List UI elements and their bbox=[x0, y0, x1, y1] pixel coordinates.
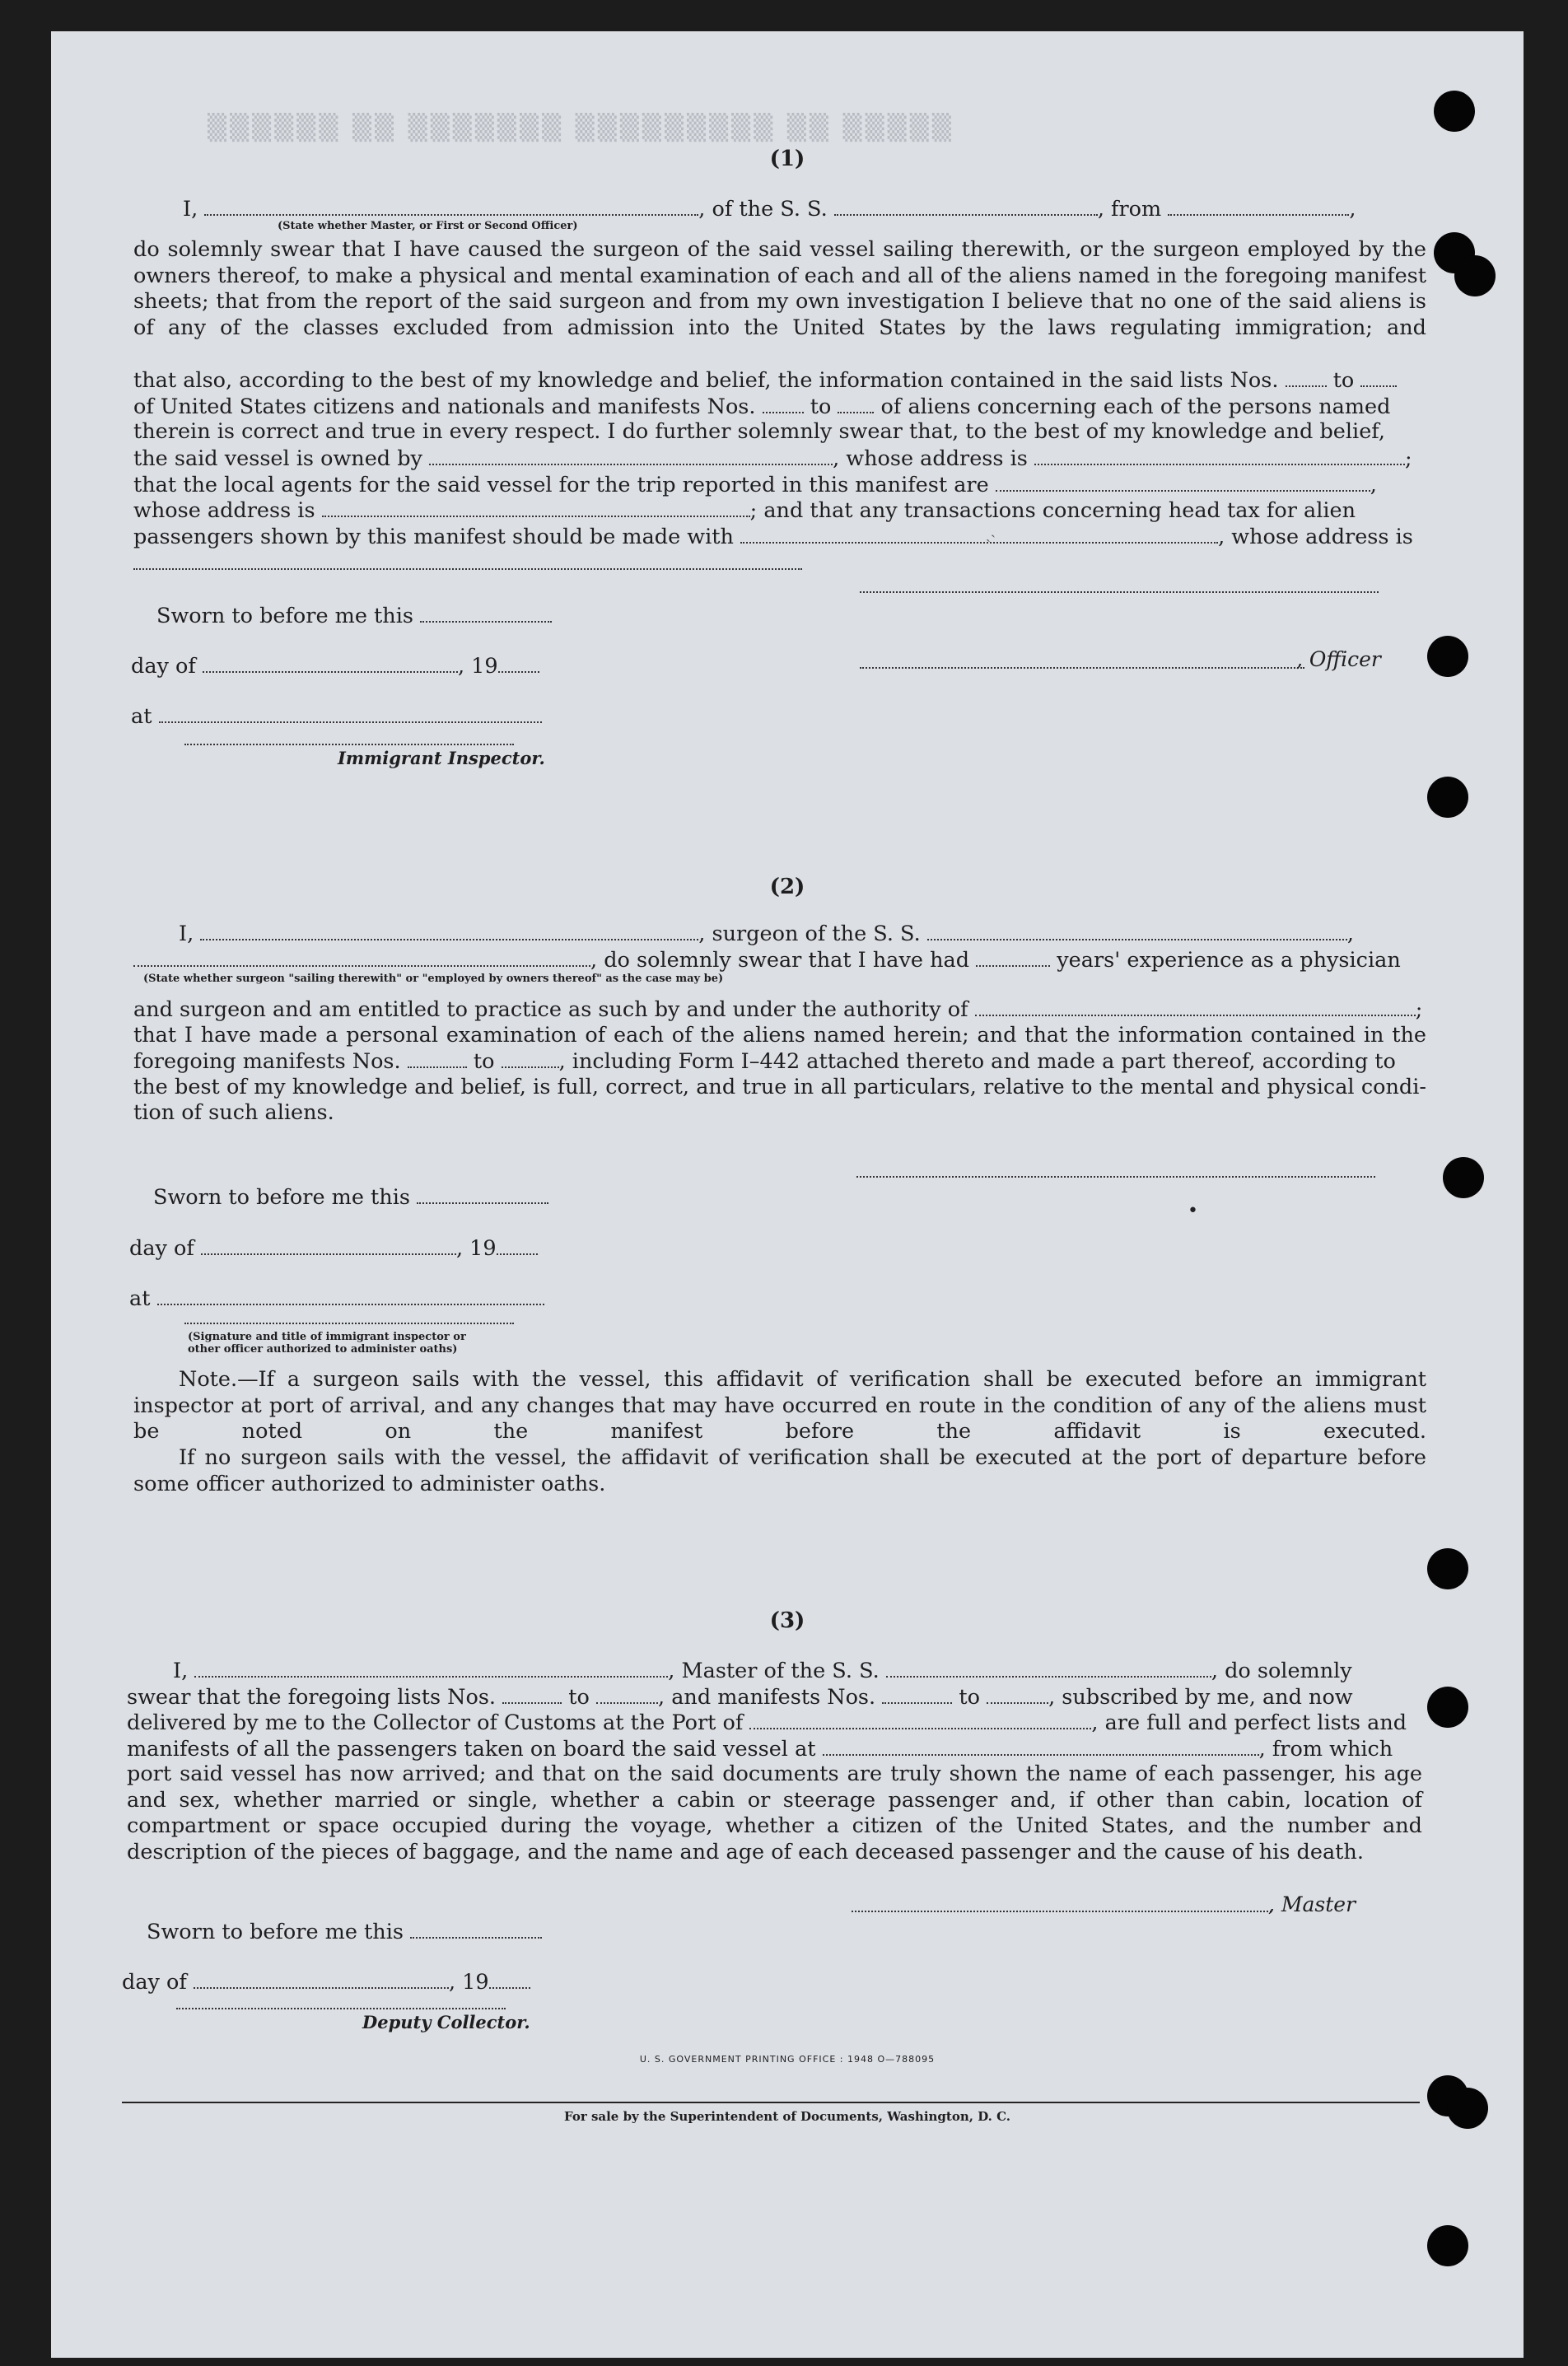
s3-subscribed-label: , subscribed by me, and now bbox=[1048, 1685, 1353, 1710]
s2-physician-label: years' experience as a physician bbox=[1057, 948, 1401, 973]
s1-sworn-day-field[interactable] bbox=[420, 603, 552, 623]
s1-at-label: at bbox=[131, 704, 152, 729]
s1-owner-address-label: , whose address is bbox=[833, 446, 1028, 471]
s1-line12 bbox=[133, 497, 1356, 525]
s2-line4: that I have made a personal examination of each of the aliens named herein; and that the information contained in the bbox=[133, 1023, 1426, 1048]
s3-lists-label: swear that the foregoing lists Nos. bbox=[127, 1685, 497, 1710]
deputy-collector-signature-line[interactable] bbox=[176, 2008, 506, 2009]
s2-sworn-label: Sworn to before me this bbox=[153, 1185, 410, 1210]
s1-headtax-address-label: , whose address is bbox=[1218, 525, 1413, 549]
manifests-to-field[interactable] bbox=[838, 394, 874, 413]
s3-i-label: I, bbox=[173, 1659, 189, 1683]
s2-line2 bbox=[133, 947, 1401, 974]
punch-hole bbox=[1427, 636, 1468, 677]
s1-i-label: I, bbox=[183, 197, 198, 222]
s1-l10-semicolon: ; bbox=[1404, 446, 1412, 471]
s3-manifests-to-field[interactable] bbox=[987, 1684, 1048, 1704]
s2-line1 bbox=[179, 921, 1354, 948]
s3-lists-from-field[interactable] bbox=[502, 1684, 562, 1704]
master-name-field[interactable] bbox=[194, 1658, 668, 1678]
s2-note-2: If no surgeon sails with the vessel, the affidavit of verification shall be executed at the port of departure before some officer authorized to administer oaths. bbox=[133, 1445, 1426, 1496]
s2-line5 bbox=[133, 1048, 1396, 1076]
s2-year-label: , 19 bbox=[455, 1236, 497, 1261]
owner-field[interactable] bbox=[429, 446, 833, 465]
vessel-name-field[interactable] bbox=[834, 196, 1098, 216]
punch-hole bbox=[1443, 1157, 1484, 1198]
surgeon-status-caption: (State whether surgeon "sailing therewith" or "employed by owners thereof" as the case may be) bbox=[143, 973, 724, 985]
owner-address-field[interactable] bbox=[1034, 446, 1405, 465]
s3-year-label: , 19 bbox=[448, 1970, 489, 1995]
officer-label: , Officer bbox=[1296, 647, 1381, 671]
printing-office-line: U. S. GOVERNMENT PRINTING OFFICE : 1948 O—788095 bbox=[639, 2054, 936, 2065]
s3-from-which-label: , from which bbox=[1258, 1737, 1393, 1762]
s2-inspector-signature-line[interactable] bbox=[184, 1323, 514, 1324]
section-2-heading: (2) bbox=[769, 875, 805, 899]
port-from-field[interactable] bbox=[1168, 196, 1349, 216]
s2-l5-to: to bbox=[473, 1049, 495, 1074]
s3-sworn-day-field[interactable] bbox=[410, 1919, 542, 1939]
s1-agents-label: that the local agents for the said vessel for the trip reported in this manifest are bbox=[133, 473, 989, 497]
surgeon-name-field[interactable] bbox=[200, 921, 698, 940]
s2-signature-caption-2: other officer authorized to administer oaths) bbox=[188, 1343, 458, 1356]
lists-to-field[interactable] bbox=[1360, 367, 1397, 387]
s3-paragraph: port said vessel has now arrived; and that on the said documents are truly shown the name of each passenger, his age and sex, whether married or single, whether a cabin or steerage passenger and, if other than cabin, location of compartment or space occupied during the voyage, whether a citizen of the United States, and the number and description of the pieces of baggage, and the name and age of each deceased passenger and the cause of his death. bbox=[127, 1762, 1422, 1864]
s3-vessel-field[interactable] bbox=[886, 1658, 1211, 1678]
headtax-party-field[interactable] bbox=[740, 524, 1218, 544]
s1-line9: therein is correct and true in every respect. I do further solemnly swear that, to the best of my knowledge and belief, bbox=[133, 419, 1385, 444]
s1-at-line bbox=[131, 703, 542, 730]
punch-hole bbox=[1434, 91, 1475, 132]
s2-swear-label: , do solemnly swear that I have had bbox=[590, 948, 970, 973]
s2-vessel-field[interactable] bbox=[927, 921, 1347, 940]
s3-lists-to-label: to bbox=[568, 1685, 590, 1710]
section-1-heading: (1) bbox=[769, 147, 805, 171]
punch-hole bbox=[1454, 255, 1496, 296]
s3-embark-port-field[interactable] bbox=[823, 1736, 1259, 1756]
s3-line2 bbox=[127, 1684, 1353, 1711]
deputy-collector-label: Deputy Collector. bbox=[362, 2012, 530, 2032]
s1-line1: I, , of the S. S. , from , bbox=[183, 197, 1356, 222]
s1-l7-to: to bbox=[1332, 368, 1355, 393]
surgeon-status-field[interactable] bbox=[133, 947, 590, 967]
s1-of-ss-label: , of the S. S. bbox=[698, 197, 828, 222]
s2-year-field[interactable] bbox=[497, 1235, 538, 1255]
s3-vessel-at-label: manifests of all the passengers taken on board the said vessel at bbox=[127, 1737, 816, 1762]
s3-full-lists-label: , are full and perfect lists and bbox=[1091, 1710, 1407, 1735]
punch-hole bbox=[1427, 1548, 1468, 1589]
inspector-signature-line[interactable] bbox=[184, 744, 514, 745]
s1-l8-to: to bbox=[810, 394, 832, 419]
s3-line4 bbox=[127, 1736, 1393, 1763]
s2-day-line bbox=[129, 1235, 538, 1262]
officer-rank-field[interactable] bbox=[204, 196, 698, 216]
s3-manifests-from-field[interactable] bbox=[882, 1684, 952, 1704]
s2-month-field[interactable] bbox=[201, 1235, 456, 1255]
s3-manifests-label: , and manifests Nos. bbox=[657, 1685, 876, 1710]
s2-surgeon-of-label: , surgeon of the S. S. bbox=[698, 922, 921, 946]
s3-sworn-line bbox=[147, 1919, 542, 1946]
s2-l5-rest: , including Form I–442 attached thereto and made a part thereof, according to bbox=[558, 1049, 1396, 1074]
s3-solemnly-label: , do solemnly bbox=[1211, 1659, 1352, 1683]
officer-signature-line-2[interactable] bbox=[860, 667, 1304, 669]
manifests-from-field[interactable] bbox=[763, 394, 804, 413]
s3-month-field[interactable] bbox=[194, 1969, 449, 1989]
s1-l12-rest: ; and that any transactions concerning head tax for alien bbox=[749, 498, 1356, 523]
footer-rule bbox=[122, 2102, 1420, 2103]
s1-line8 bbox=[133, 394, 1390, 421]
agents-address-field[interactable] bbox=[322, 497, 750, 517]
s1-l8-text: of United States citizens and nationals and manifests Nos. bbox=[133, 394, 756, 419]
s3-manifests-to-label: to bbox=[959, 1685, 980, 1710]
s3-port-field[interactable] bbox=[749, 1710, 1091, 1729]
s1-place-field[interactable] bbox=[159, 703, 542, 723]
punch-hole bbox=[1427, 777, 1468, 818]
s2-line3 bbox=[133, 996, 1422, 1024]
s3-line1 bbox=[173, 1658, 1352, 1685]
s1-year-label: , 19 bbox=[457, 654, 498, 679]
s2-manifests-label: foregoing manifests Nos. bbox=[133, 1049, 401, 1074]
s1-paragraph: do solemnly swear that I have caused the surgeon of the said vessel sailing therewith, or the surgeon employed by the owners thereof, to make a physical and mental examination of each and all of the aliens named in the foregoing manifest sheets; that from the report of the said surgeon and from my own investigation I believe that no one of the said aliens is of any of the classes excluded from admission into the United States by the laws regulating immigration; and bbox=[133, 237, 1426, 340]
s1-line11 bbox=[133, 472, 1377, 499]
s1-agents-address-label: whose address is bbox=[133, 498, 315, 523]
s2-manifests-from-field[interactable] bbox=[408, 1048, 467, 1068]
s2-sworn-line bbox=[153, 1184, 548, 1211]
section-3-heading: (3) bbox=[769, 1608, 805, 1633]
s1-from-label: , from bbox=[1097, 197, 1162, 222]
surgeon-signature-line[interactable] bbox=[856, 1176, 1375, 1178]
s1-l11-comma: , bbox=[1370, 473, 1377, 497]
s3-day-of-label: day of bbox=[122, 1970, 187, 1995]
s2-l3-semicolon: ; bbox=[1415, 997, 1423, 1022]
s3-line3 bbox=[127, 1710, 1407, 1737]
s2-l1-comma: , bbox=[1346, 922, 1354, 946]
authority-field[interactable] bbox=[975, 996, 1416, 1016]
s3-lists-to-field[interactable] bbox=[596, 1684, 658, 1704]
s2-line6: the best of my knowledge and belief, is full, correct, and true in all particulars, relative to the mental and physical condi- bbox=[133, 1075, 1426, 1099]
punch-hole bbox=[1427, 2225, 1468, 2266]
s3-master-of-label: , Master of the S. S. bbox=[668, 1659, 880, 1683]
officer-signature-line-1[interactable] bbox=[860, 591, 1379, 593]
s2-sworn-day-field[interactable] bbox=[417, 1184, 548, 1204]
local-agents-field[interactable] bbox=[996, 472, 1370, 492]
bleed-through-text: ▒▒▒▒▒▒ ▒▒ ▒▒▒▒▒▒▒ ▒▒▒▒▒▒▒▒▒ ▒▒ ▒▒▒▒▒ bbox=[208, 114, 954, 142]
s1-sworn-line bbox=[156, 603, 552, 630]
master-signature-line[interactable] bbox=[852, 1911, 1272, 1912]
immigrant-inspector-label: Immigrant Inspector. bbox=[338, 748, 545, 768]
punch-hole bbox=[1447, 2088, 1488, 2129]
s1-headtax-label: passengers shown by this manifest should be made with bbox=[133, 525, 734, 549]
s1-month-field[interactable] bbox=[203, 653, 458, 673]
s1-l8-rest: of aliens concerning each of the persons named bbox=[880, 394, 1391, 419]
manifest-affidavit-page bbox=[51, 31, 1524, 2358]
s1-day-of-label: day of bbox=[131, 654, 196, 679]
s2-manifests-to-field[interactable] bbox=[502, 1048, 559, 1068]
s3-port-label: delivered by me to the Collector of Customs at the Port of bbox=[127, 1710, 744, 1735]
s1-day-line bbox=[131, 653, 539, 680]
ink-smudge: • bbox=[1188, 1201, 1198, 1221]
s2-at-label: at bbox=[129, 1286, 151, 1311]
s2-authority-label: and surgeon and am entitled to practice as such by and under the authority of bbox=[133, 997, 968, 1022]
s2-place-field[interactable] bbox=[157, 1286, 544, 1305]
s2-note-1 bbox=[133, 1367, 1426, 1445]
s2-i-label: I, bbox=[179, 922, 194, 946]
lists-from-field[interactable] bbox=[1286, 367, 1327, 387]
s3-day-line bbox=[122, 1969, 530, 1996]
s3-sworn-label: Sworn to before me this bbox=[147, 1920, 404, 1944]
s3-year-field[interactable] bbox=[489, 1969, 530, 1989]
s1-sworn-label: Sworn to before me this bbox=[156, 604, 413, 628]
master-label: , Master bbox=[1268, 1892, 1356, 1916]
s1-line13 bbox=[133, 524, 1413, 551]
s2-at-line bbox=[129, 1286, 544, 1313]
punch-hole bbox=[1427, 1687, 1468, 1728]
years-experience-field[interactable] bbox=[976, 947, 1050, 967]
ink-smudge: ˎ˴ bbox=[986, 525, 996, 543]
for-sale-line: For sale by the Superintendent of Documents, Washington, D. C. bbox=[563, 2109, 1011, 2124]
officer-rank-caption: (State whether Master, or First or Second Officer) bbox=[278, 220, 578, 232]
headtax-address-field[interactable] bbox=[133, 568, 802, 570]
s1-line7 bbox=[133, 367, 1397, 394]
note-1-text: Note.—If a surgeon sails with the vessel, this affidavit of verification shall be executed before an immigrant inspector at port of arrival, and any changes that may have occurred en route in the condition of any of the aliens must be noted on the manifest before the affidavit is executed. bbox=[133, 1367, 1426, 1444]
s2-day-of-label: day of bbox=[129, 1236, 194, 1261]
s2-line7: tion of such aliens. bbox=[133, 1100, 334, 1125]
s1-year-field[interactable] bbox=[498, 653, 539, 673]
s1-l7-text: that also, according to the best of my knowledge and belief, the information contained in the said lists Nos. bbox=[133, 368, 1279, 393]
s1-line10 bbox=[133, 446, 1412, 473]
s2-signature-caption-1: (Signature and title of immigrant inspector or bbox=[188, 1331, 466, 1343]
s1-owner-label: the said vessel is owned by bbox=[133, 446, 422, 471]
